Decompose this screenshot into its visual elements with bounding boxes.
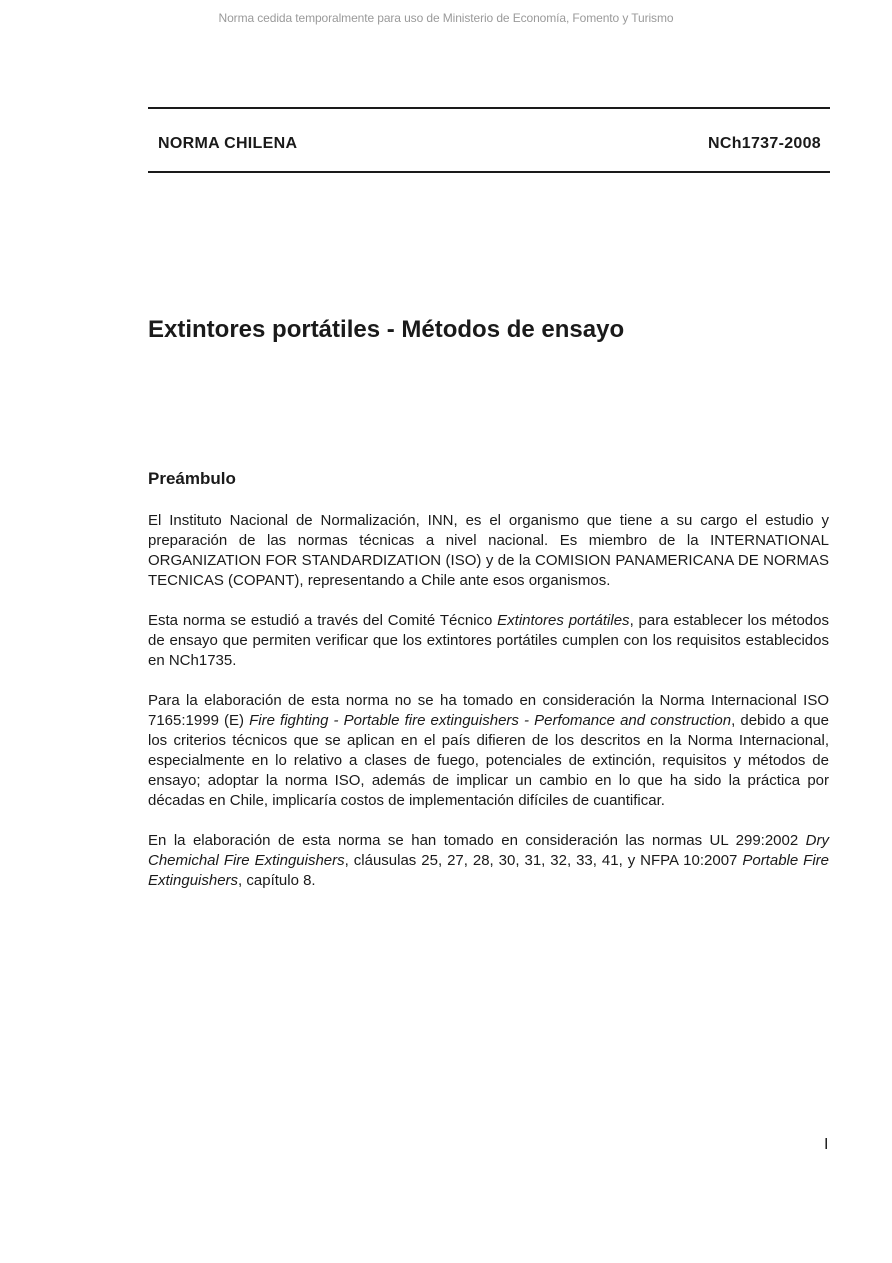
header-bottom-rule bbox=[148, 171, 830, 173]
watermark-text: Norma cedida temporalmente para uso de Ministerio de Economía, Fomento y Turismo bbox=[218, 11, 674, 25]
p3-text-a: Para la elaboración de esta norma no se ha tomado en consideración la Norma Internacional ISO 7165:1999 (E) bbox=[148, 692, 829, 729]
p4-text-e: , capítulo 8. bbox=[238, 872, 316, 889]
preamble-paragraph-3 bbox=[148, 691, 829, 811]
page-number: I bbox=[824, 1136, 829, 1153]
p3-text-c: , debido a que los criterios técnicos que se aplican en el país difieren de los descritos en la Norma Internacional, especialmente en lo relativo a clases de fuego, potenciales de extinción, requisitos y métodos de ensayo; adoptar la norma ISO, además de implicar un cambio en lo que ha sido la práctica por décadas en Chile, implicaría costos de implementación difíciles de cuantificar. bbox=[148, 712, 829, 809]
header-top-rule bbox=[148, 107, 830, 109]
p4-ul-title: Dry Chemichal Fire Extinguishers bbox=[148, 832, 829, 869]
preamble-paragraph-4 bbox=[148, 831, 829, 891]
preamble-paragraph-2 bbox=[148, 611, 829, 671]
header-standard-label: NORMA CHILENA bbox=[158, 135, 298, 152]
preamble-paragraph-1: El Instituto Nacional de Normalización, INN, es el organismo que tiene a su cargo el estudio y preparación de las normas técnicas a nivel nacional. Es miembro de la INTERNATIONAL ORGANIZATION FOR STANDARDIZATION (ISO) y de la COMISION PANAMERICANA DE NORMAS TECNICAS (COPANT), representando a Chile ante esos organismos. bbox=[148, 512, 829, 589]
p4-text-a: En la elaboración de esta norma se han tomado en consideración las normas UL 299:2002 bbox=[148, 832, 806, 849]
p3-iso-title: Fire fighting - Portable fire extinguishers - Perfomance and construction bbox=[249, 712, 732, 729]
document-title: Extintores portátiles - Métodos de ensayo bbox=[148, 316, 625, 343]
preamble-body bbox=[148, 511, 829, 911]
p2-text-c: , para establecer los métodos de ensayo que permiten verificar que los extintores portátiles cumplen con los requisitos establecidos en NCh1735. bbox=[148, 612, 829, 669]
p4-text-c: , cláusulas 25, 27, 28, 30, 31, 32, 33, 41, y NFPA 10:2007 bbox=[344, 852, 743, 869]
header-standard-code: NCh1737-2008 bbox=[708, 135, 821, 152]
p2-committee-name: Extintores portátiles bbox=[497, 612, 630, 629]
p4-nfpa-title: Portable Fire Extinguishers bbox=[148, 852, 829, 889]
preamble-heading: Preámbulo bbox=[148, 469, 236, 488]
p2-text-a: Esta norma se estudió a través del Comité Técnico bbox=[148, 612, 498, 629]
